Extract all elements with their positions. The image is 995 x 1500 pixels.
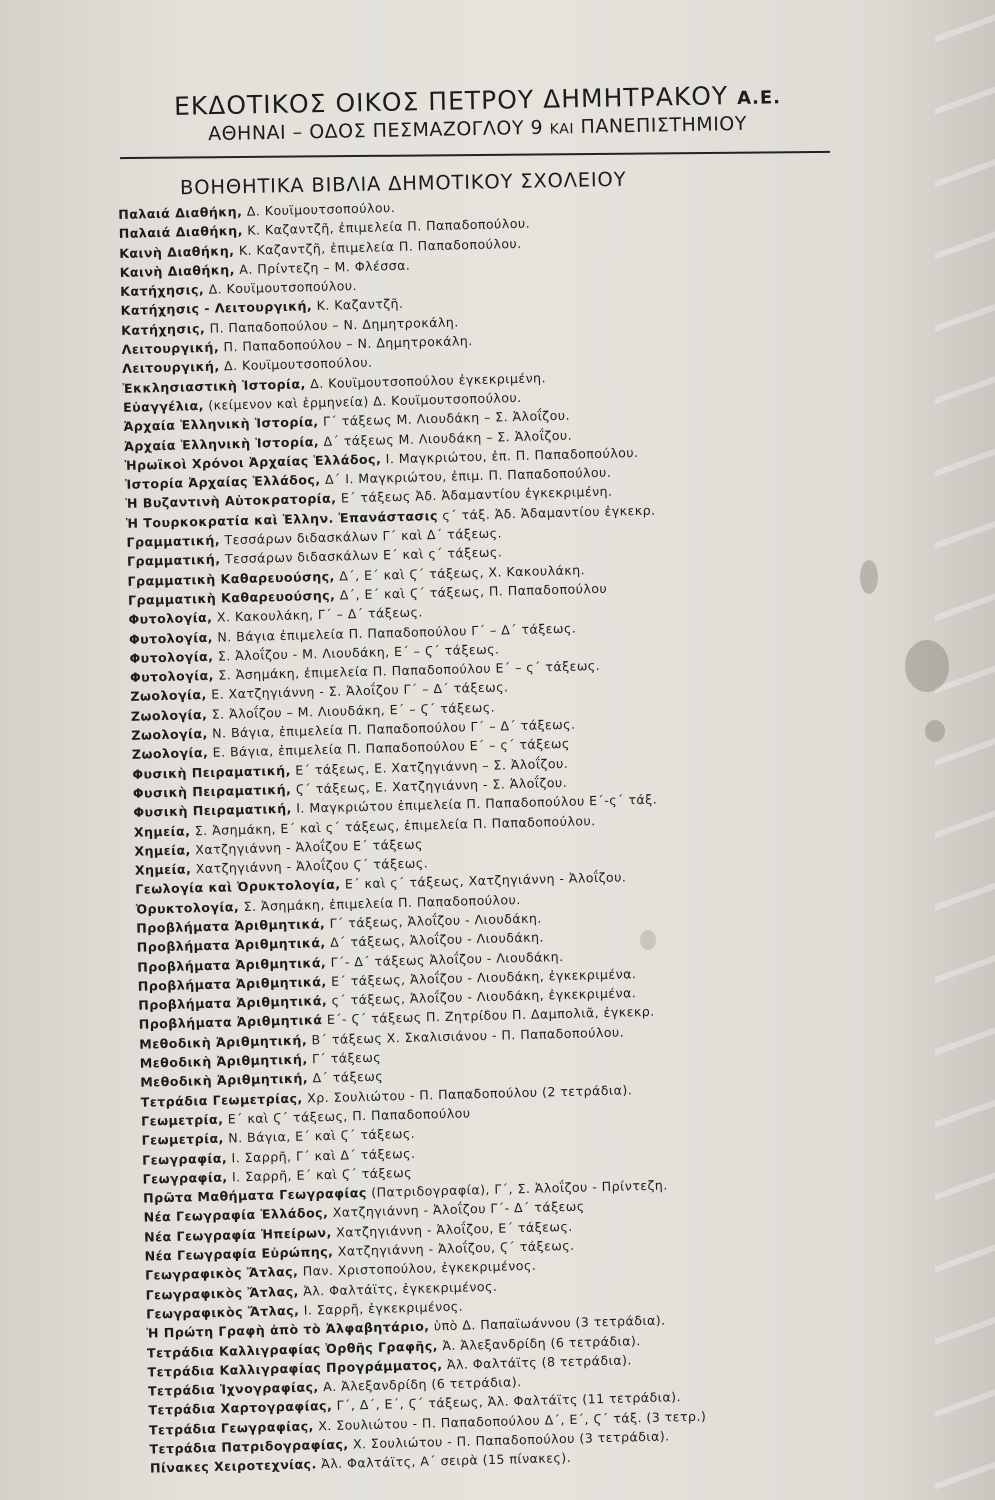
book-detail: Ι. Σαρρῆ, ἐγκεκριμένος. <box>303 1298 464 1318</box>
book-title: Ἡ Τουρκοκρατία καὶ Ἑλλην. Ἐπανάστασις <box>125 507 439 531</box>
book-title: Μεθοδικὴ Ἀριθμητική, <box>139 1051 308 1071</box>
book-title: Γραμματική, <box>126 532 221 550</box>
book-detail: Δ΄ Ι. Μαγκριώτου, ἐπιμ. Π. Παπαδοπούλου. <box>324 464 612 488</box>
book-detail: Ν. Βάγια ἐπιμελεία Π. Παπαδοπούλου Γ΄ – Δ΄ τάξεως. <box>217 620 577 645</box>
book-detail: Ε΄ τάξεως, Ἀλοΐζου - Λιουδάκη, ἐγκεκριμένα. <box>330 966 637 989</box>
book-title: Ζωολογία, <box>130 706 208 724</box>
book-detail: Π. Παπαδοπούλου – Ν. Δημητροκάλη. <box>223 333 473 355</box>
book-title: Παλαιά Διαθήκη, <box>118 223 244 242</box>
book-title: Προβλήματα Ἀριθμητικά, <box>137 973 327 994</box>
book-title: Προβλήματα Ἀριθμητικά, <box>136 935 326 956</box>
book-title: Γραμματική, <box>126 551 221 570</box>
book-title: Ἡ Πρώτη Γραφὴ ἀπὸ τὸ Ἀλφαβητάριο, <box>146 1318 430 1341</box>
book-detail: Τεσσάρων διδασκάλων Γ΄ καὶ Δ΄ τάξεως. <box>224 525 503 548</box>
book-title: Κατήχησις - Λειτουργική, <box>120 298 313 319</box>
book-title: Φυτολογία, <box>128 609 213 628</box>
book-title: Προβλήματα Ἀριθμητικά, <box>136 915 326 936</box>
book-title: Προβλήματα Ἀριθμητικά, <box>138 993 328 1013</box>
book-detail: Χατζηγιάννη - Ἀλοΐζου, Ε΄ τάξεως. <box>335 1218 573 1240</box>
book-title: Τετράδια Καλλιγραφίας Ὀρθῆς Γραφῆς, <box>146 1337 439 1361</box>
book-title: Γεωγραφικὸς Ἄτλας, <box>144 1264 299 1283</box>
book-title: Γεωμετρία, <box>141 1111 224 1129</box>
book-title: Μεθοδικὴ Ἀριθμητική, <box>140 1070 309 1091</box>
book-title: Λειτουργική, <box>121 358 220 377</box>
book-detail: ς΄ τάξ. Ἀδ. Ἀδαμαντίου ἐγκεκρ. <box>442 502 656 523</box>
book-title: Ζωολογία, <box>131 745 209 763</box>
book-detail: Ε΄- Ϛ΄ τάξεως Π. Ζητρίδου Π. Δαμπολιᾶ, ἐγκεκρ. <box>326 1004 655 1028</box>
book-title: Ζωολογία, <box>131 725 208 743</box>
book-title: Ἀρχαία Ἑλληνικὴ Ἱστορία, <box>123 433 320 454</box>
book-detail: Ι. Μαγκριώτου ἐπιμελεία Π. Παπαδοπούλου Ε΄-ς΄ τάξ. <box>296 791 658 816</box>
book-detail: Α. Πρίντεζη – Μ. Φλέσσα. <box>239 257 411 277</box>
book-detail: Ε. Βάγια, ἐπιμελεία Π. Παπαδοπούλου Ε΄ – ς΄ τάξεως <box>212 736 570 761</box>
book-detail: Ἀλ. Φαλτάϊτς, Α΄ σειρὰ (15 πίνακες). <box>321 1450 572 1472</box>
book-detail: Κ. Καζαντζῆ, ἐπιμελεία Π. Παπαδοπούλου. <box>238 235 522 258</box>
book-title: Φυτολογία, <box>129 667 215 685</box>
book-detail: Σ. Ἀλοΐζου – Μ. Λιουδάκη, Ε΄ – Ϛ΄ τάξεως. <box>211 699 496 722</box>
book-detail: (κείμενον καὶ ἑρμηνεία) Δ. Κουϊμουτσοπούλου. <box>208 389 522 413</box>
book-detail: Χ. Κακουλάκη, Γ΄ – Δ΄ τάξεως. <box>216 604 424 625</box>
book-title: Γεωμετρία, <box>141 1130 224 1148</box>
book-detail: Ε΄ τάξεως Ἀδ. Ἀδαμαντίου ἐγκεκριμένη. <box>340 484 613 506</box>
binding-stitch <box>935 0 995 1500</box>
book-detail: ὑπὸ Δ. Παπαϊωάννου (3 τετράδια). <box>433 1312 666 1334</box>
book-detail: Ε. Χατζηγιάννη - Σ. Ἀλοΐζου Γ΄ – Δ΄ τάξεως. <box>211 679 509 703</box>
book-detail: Κ. Καζαντζῆ, ἐπιμελεία Π. Παπαδοπούλου. <box>247 215 531 239</box>
publisher-suffix: Α.Ε. <box>736 87 782 110</box>
book-detail: Χ. Σουλιώτου - Π. Παπαδοπούλου (3 τετράδια). <box>352 1428 670 1452</box>
book-detail: Ι. Μαγκριώτου, ἐπ. Π. Παπαδοπούλου. <box>385 444 639 467</box>
book-detail: (Πατριδογραφία), Γ΄, Σ. Ἀλοΐζου - Πρίντεζη. <box>371 1177 668 1201</box>
book-title: Τετράδια Γεωμετρίας, <box>140 1090 303 1110</box>
book-title: Πρῶτα Μαθήματα Γεωγραφίας <box>142 1185 367 1206</box>
ink-stain <box>925 720 945 742</box>
book-list <box>118 186 910 1478</box>
book-title: Ὀρυκτολογία, <box>135 898 240 917</box>
book-title: Τετράδια Γεωγραφίας, <box>148 1418 314 1438</box>
ink-stain <box>905 640 949 692</box>
book-detail: Γ΄ τάξεως <box>311 1049 382 1067</box>
book-detail: Α. Ἀλεξανδρίδη (6 τετράδια). <box>322 1374 522 1395</box>
book-title: Χημεία, <box>134 861 192 878</box>
book-detail: Δ΄ τάξεως <box>312 1068 384 1086</box>
book-detail: Δ. Κουϊμουτσοπούλου. <box>208 278 358 297</box>
book-title: Ἐκκλησιαστικὴ Ἱστορία, <box>122 375 306 396</box>
book-detail: Ι. Σαρρῆ, Ε΄ καὶ Ϛ΄ τάξεως <box>231 1164 413 1185</box>
book-title: Πίνακες Χειροτεχνίας. <box>149 1456 317 1476</box>
book-detail: Π. Παπαδοπούλου – Ν. Δημητροκάλη. <box>209 314 459 336</box>
book-title: Νέα Γεωγραφία Εὐρώπης, <box>144 1243 334 1264</box>
book-title: Γεωγραφία, <box>141 1150 228 1168</box>
book-detail: Δ΄, Ε΄ καὶ Ϛ΄ τάξεως, Π. Παπαδοπούλου <box>339 580 608 603</box>
book-detail: Ι. Σαρρῆ, Γ΄ καὶ Δ΄ τάξεως. <box>231 1145 416 1165</box>
book-detail: Γ΄- Δ΄ τάξεως Ἀλοΐζου - Λιουδάκη. <box>330 948 564 970</box>
book-title: Φυσικὴ Πειραματική, <box>132 762 292 782</box>
book-title: Ἀρχαία Ἑλληνικὴ Ἱστορία, <box>123 414 319 435</box>
address-part2: ΠΑΝΕΠΙΣΤΗΜΙΟΥ <box>580 112 748 139</box>
book-detail: Ε΄ τάξεως, Ε. Χατζηγιάννη – Σ. Ἀλοΐζου. <box>295 755 569 778</box>
book-title: Γεωγραφικὸς Ἄτλας, <box>145 1283 299 1303</box>
book-detail: Δ΄ τάξεως Μ. Λιουδάκη – Σ. Ἀλοΐζου. <box>323 427 573 449</box>
book-detail: Γ΄, Δ΄, Ε΄, Ϛ΄ τάξεως, Ἀλ. Φαλτάϊτς (11 τετράδια). <box>336 1389 682 1414</box>
book-detail: Χρ. Σουλιώτου - Π. Παπαδοπούλου (2 τετράδια). <box>306 1081 633 1106</box>
book-title: Χημεία, <box>133 822 191 840</box>
book-detail: Χατζηγιάννη - Ἀλοΐζου Ϛ΄ τάξεως. <box>195 855 429 877</box>
book-title: Κατήχησις, <box>120 320 206 338</box>
book-detail: Χατζηγιάννη - Ἀλοΐζου Γ΄- Δ΄ τάξεως <box>332 1198 585 1221</box>
book-title: Φυτολογία, <box>128 629 214 647</box>
book-detail: Χατζηγιάννη - Ἀλοΐζου, Ϛ΄ τάξεως. <box>337 1237 575 1259</box>
book-title: Γραμματικὴ Καθαρευούσης, <box>127 587 336 608</box>
book-title: Κατήχησις, <box>120 282 205 300</box>
book-title: Προβλήματα Ἀριθμητικά <box>138 1012 323 1033</box>
book-detail: Ἀ. Ἀλεξανδρίδη (6 τετράδια). <box>442 1332 641 1353</box>
book-detail: Σ. Ἀσημάκη, Ε΄ καὶ ς΄ τάξεως, ἐπιμελεία Π. Παπαδοπούλου. <box>194 812 596 838</box>
book-detail: Δ΄ τάξεως, Ἀλοΐζου - Λιουδάκη. <box>329 929 545 951</box>
book-detail: Παν. Χριστοπούλου, ἐγκεκριμένος. <box>302 1258 537 1279</box>
book-detail: Ν. Βάγια, Ε΄ καὶ Ϛ΄ τάξεως. <box>228 1126 416 1146</box>
book-title: Τετράδια Χαρτογραφίας, <box>148 1398 333 1419</box>
book-detail: ς΄ τάξεως, Ἀλοΐζου - Λιουδάκη, ἐγκεκριμένα. <box>331 985 637 1009</box>
book-detail: Κ. Καζαντζῆ. <box>316 296 404 314</box>
book-detail: Β΄ τάξεως Χ. Σκαλισιάνου - Π. Παπαδοπούλου. <box>311 1024 625 1048</box>
book-detail: Σ. Ἀλοΐζου - Μ. Λιουδάκη, Ε΄ – Ϛ΄ τάξεως. <box>217 641 500 664</box>
book-title: Λειτουργική, <box>121 339 220 358</box>
book-detail: Σ. Ἀσημάκη, ἐπιμελεία Π. Παπαδοπούλου. <box>243 891 521 914</box>
publisher-header <box>120 81 835 200</box>
book-title: Φυσικὴ Πειραματική, <box>132 781 292 801</box>
book-title: Τετράδια Καλλιγραφίας Προγράμματος, <box>147 1356 443 1380</box>
book-detail: Ε΄ καὶ ς΄ τάξεως, Χατζηγιάννη - Ἀλοΐζου. <box>344 869 627 892</box>
book-title: Νέα Γεωγραφία Ἠπείρων, <box>143 1224 332 1245</box>
book-title: Γεωγραφία, <box>142 1169 228 1187</box>
book-detail: Ϛ΄ τάξεως, Ε. Χατζηγιάννη - Σ. Ἀλοΐζου. <box>295 774 568 797</box>
book-title: Τετράδια Πατριδογραφίας, <box>149 1436 349 1457</box>
book-detail: Δ΄, Ε΄ καὶ Ϛ΄ τάξεως, Χ. Κακουλάκη. <box>339 561 586 584</box>
book-title: Γεωλογία καὶ Ὀρυκτολογία, <box>135 876 341 898</box>
book-detail: Γ΄ τάξεως, Ἀλοΐζου - Λιουδάκη. <box>329 910 542 931</box>
book-detail: Χ. Σουλιώτου - Π. Παπαδοπούλου Δ΄, Ε΄, Ϛ΄ τάξ. (3 τετρ.) <box>318 1408 707 1434</box>
book-title: Παλαιά Διαθήκη, <box>118 203 243 222</box>
book-title: Φυσικὴ Πειραματική, <box>133 801 292 821</box>
book-title: Γεωγραφικὸς Ἄτλας, <box>145 1302 300 1322</box>
book-detail: Γ΄ τάξεως Μ. Λιουδάκη – Σ. Ἀλοΐζου. <box>322 407 571 430</box>
book-detail: Ν. Βάγια, ἐπιμελεία Π. Παπαδοπούλου Γ΄ – Δ΄ τάξεως. <box>212 716 576 741</box>
book-title: Καινὴ Διαθήκη, <box>119 242 235 261</box>
book-detail: Δ. Κουϊμουτσοπούλου ἐγκεκριμένη. <box>309 369 547 391</box>
ink-stain <box>860 560 878 594</box>
book-title: Τετράδια Ἰχνογραφίας, <box>147 1379 319 1399</box>
book-detail: Ἀλ. Φαλτάϊτς (8 τετράδια). <box>446 1352 632 1372</box>
book-title: Καινὴ Διαθήκη, <box>119 261 236 280</box>
book-detail: Δ. Κουϊμουτσοπούλου. <box>246 199 396 219</box>
book-title: Γραμματικὴ Καθαρευούσης, <box>127 568 335 589</box>
book-title: Ἡρωϊκοὶ Χρόνοι Ἀρχαίας Ἑλλάδος, <box>124 451 382 473</box>
book-title: Φυτολογία, <box>129 648 214 666</box>
address-part1: ΑΘΗΝΑΙ – ΟΔΟΣ ΠΕΣΜΑΖΟΓΛΟΥ 9 <box>207 116 544 146</box>
ink-stain <box>640 930 656 950</box>
address-conj: ΚΑΙ <box>549 121 575 138</box>
book-title: Ζωολογία, <box>130 687 207 705</box>
book-detail: Χατζηγιάννη - Ἀλοΐζου Ε΄ τάξεως <box>195 836 424 858</box>
book-title: Ἱστορία Ἀρχαίας Ἑλλάδος, <box>124 472 321 493</box>
book-detail: Σ. Ἀσημάκη, ἐπιμελεία Π. Παπαδοπούλου Ε΄ – ς΄ τάξεως. <box>218 658 601 683</box>
publisher-name-text: ΕΚΔΟΤΙΚΟΣ ΟΙΚΟΣ ΠΕΤΡΟΥ ΔΗΜΗΤΡΑΚΟΥ <box>173 81 729 121</box>
book-title: Ἡ Βυζαντινὴ Αὐτοκρατορία, <box>125 491 337 512</box>
book-title: Νέα Γεωγραφία Ἑλλάδος, <box>143 1205 329 1226</box>
book-title: Μεθοδικὴ Ἀριθμητική, <box>139 1032 308 1052</box>
section-title: ΒΟΗΘΗΤΙΚΑ ΒΙΒΛΙΑ ΔΗΜΟΤΙΚΟΥ ΣΧΟΛΕΙΟΥ <box>179 167 627 200</box>
book-detail: Τεσσάρων διδασκάλων Ε΄ καὶ ς΄ τάξεως. <box>224 544 503 567</box>
header-divider <box>120 151 830 159</box>
book-title: Χημεία, <box>134 842 191 859</box>
book-detail: Ε΄ καὶ Ϛ΄ τάξεως, Π. Παπαδοπούλου <box>227 1105 471 1127</box>
book-title: Προβλήματα Ἀριθμητικά, <box>137 954 327 975</box>
book-detail: Ἀλ. Φαλτάϊτς, ἐγκεκριμένος. <box>303 1278 498 1299</box>
book-detail: Δ. Κουϊμουτσοπούλου. <box>223 354 373 374</box>
book-title: Εὐαγγέλια, <box>122 397 205 415</box>
